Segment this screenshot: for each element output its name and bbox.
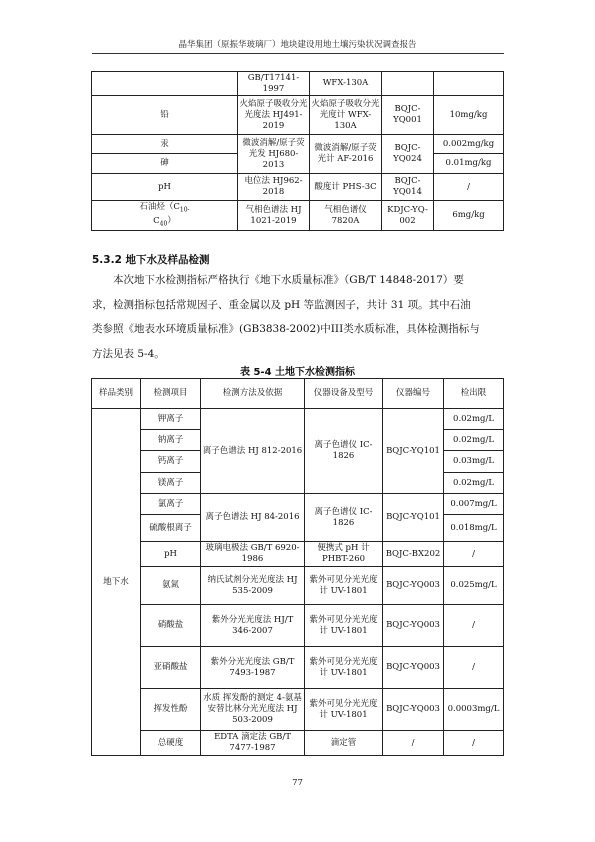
limit-cell: 0.02mg/L bbox=[444, 430, 504, 451]
method-cell: 玻璃电极法 GB/T 6920-1986 bbox=[201, 542, 305, 567]
limit-cell: 0.03mg/L bbox=[444, 451, 504, 473]
table-row bbox=[92, 731, 504, 756]
instrument-cell: 微波消解/原子荧光计 AF-2016 bbox=[310, 135, 382, 174]
limit-cell bbox=[434, 72, 504, 96]
instrument-cell: 离子色谱仪 IC-1826 bbox=[305, 494, 383, 542]
limit-cell: / bbox=[444, 731, 504, 756]
item-cell: 镁离子 bbox=[141, 473, 201, 494]
table-row bbox=[92, 96, 504, 135]
method-cell: 微波消解/原子荧光发 HJ680-2013 bbox=[238, 135, 310, 174]
item-cell: 硫酸根离子 bbox=[141, 515, 201, 542]
instrument-cell: 紫外可见分光光度计 UV-1801 bbox=[305, 605, 383, 647]
limit-cell: / bbox=[444, 647, 504, 689]
instrument-cell: 便携式 pH 计 PHBT-260 bbox=[305, 542, 383, 567]
item-cell: 硝酸盐 bbox=[141, 605, 201, 647]
table-row bbox=[92, 542, 504, 567]
column-header: 样品类别 bbox=[92, 379, 141, 409]
header-rule bbox=[92, 53, 504, 54]
page-number: 77 bbox=[292, 778, 303, 788]
item-cell: 亚硝酸盐 bbox=[141, 647, 201, 689]
method-cell: 紫外分光光度法 GB/T 7493-1987 bbox=[201, 647, 305, 689]
item-cell: 钙离子 bbox=[141, 451, 201, 473]
table-row bbox=[92, 605, 504, 647]
code-cell bbox=[382, 72, 434, 96]
column-header: 仪器编号 bbox=[383, 379, 444, 409]
category-cell: 地下水 bbox=[92, 409, 141, 756]
instrument-cell: 火焰原子吸收分光光度计 WFX-130A bbox=[310, 96, 382, 135]
limit-cell: 0.007mg/L bbox=[444, 494, 504, 515]
method-cell: EDTA 滴定法 GB/T 7477-1987 bbox=[201, 731, 305, 756]
item-cell: pH bbox=[92, 174, 238, 201]
paragraph-line: 本次地下水检测指标严格执行《地下水质量标准》（GB/T 14848-2017）要 bbox=[113, 274, 464, 286]
method-cell: 电位法 HJ962-2018 bbox=[238, 174, 310, 201]
code-cell: BQJC-YQ014 bbox=[382, 174, 434, 201]
table-header-row bbox=[92, 379, 504, 409]
instrument-cell: 离子色谱仪 IC-1826 bbox=[305, 409, 383, 494]
item-cell: 总硬度 bbox=[141, 731, 201, 756]
soil-method-table-continued bbox=[91, 71, 504, 231]
column-header: 检测项目 bbox=[141, 379, 201, 409]
code-cell: BQJC-YQ003 bbox=[383, 605, 444, 647]
groundwater-method-table bbox=[91, 378, 504, 756]
section-heading: 5.3.2 地下水及样品检测 bbox=[92, 254, 210, 266]
method-cell: 离子色谱法 HJ 812-2016 bbox=[201, 409, 305, 494]
code-cell: BQJC-YQ001 bbox=[382, 96, 434, 135]
code-cell: BQJC-YQ003 bbox=[383, 567, 444, 605]
limit-cell: 0.018mg/L bbox=[444, 515, 504, 542]
code-cell: / bbox=[383, 731, 444, 756]
table-row bbox=[92, 689, 504, 731]
instrument-cell: 酸度计 PHS-3C bbox=[310, 174, 382, 201]
table-row bbox=[92, 135, 504, 154]
item-cell bbox=[92, 72, 238, 96]
limit-cell: 0.02mg/L bbox=[444, 473, 504, 494]
table-row bbox=[92, 409, 504, 430]
instrument-cell: 气相色谱仪 7820A bbox=[310, 201, 382, 231]
table-row bbox=[92, 72, 504, 96]
code-cell: KDJC-YQ-002 bbox=[382, 201, 434, 231]
method-cell: 纳氏试剂分光光度法 HJ 535-2009 bbox=[201, 567, 305, 605]
paragraph-line: 类参照《地表水环境质量标准》(GB3838-2002)中III类水质标准，具体检测指标与 bbox=[92, 323, 480, 335]
limit-cell: 6mg/kg bbox=[434, 201, 504, 231]
table-caption: 表 5-4 土地下水检测指标 bbox=[239, 367, 356, 378]
table-row bbox=[92, 174, 504, 201]
method-cell: 离子色谱法 HJ 84-2016 bbox=[201, 494, 305, 542]
limit-cell: 10mg/kg bbox=[434, 96, 504, 135]
code-cell: BQJC-YQ101 bbox=[383, 494, 444, 542]
instrument-cell: 紫外可见分光光度计 UV-1801 bbox=[305, 689, 383, 731]
item-cell: 钾离子 bbox=[141, 409, 201, 430]
item-cell: 砷 bbox=[92, 154, 238, 174]
table-row bbox=[92, 494, 504, 515]
method-cell: 气相色谱法 HJ 1021-2019 bbox=[238, 201, 310, 231]
table-row bbox=[92, 647, 504, 689]
limit-cell: 0.002mg/kg bbox=[434, 135, 504, 154]
item-cell: 氨氮 bbox=[141, 567, 201, 605]
item-cell: 氯离子 bbox=[141, 494, 201, 515]
column-header: 仪器设备及型号 bbox=[305, 379, 383, 409]
code-cell: BQJC-YQ003 bbox=[383, 647, 444, 689]
item-cell: 石油烃（$C_{10-}$ $C_{40}$） bbox=[92, 201, 238, 231]
code-cell: BQJC-BX202 bbox=[383, 542, 444, 567]
limit-cell: 0.0003mg/L bbox=[444, 689, 504, 731]
limit-cell: / bbox=[444, 542, 504, 567]
limit-cell: 0.01mg/kg bbox=[434, 154, 504, 174]
body-paragraph bbox=[92, 268, 506, 366]
item-cell: 钠离子 bbox=[141, 430, 201, 451]
code-cell: BQJC-YQ003 bbox=[383, 689, 444, 731]
item-cell: pH bbox=[141, 542, 201, 567]
paragraph-line: 方法见表 5-4。 bbox=[92, 347, 165, 360]
limit-cell: / bbox=[444, 605, 504, 647]
code-cell: BQJC-YQ024 bbox=[382, 135, 434, 174]
method-cell: 水质 挥发酚的测定 4-氨基安替比林分光光度法 HJ 503-2009 bbox=[201, 689, 305, 731]
table-row bbox=[92, 201, 504, 231]
code-cell: BQJC-YQ101 bbox=[383, 409, 444, 494]
instrument-cell: WFX-130A bbox=[310, 72, 382, 96]
instrument-cell: 滴定管 bbox=[305, 731, 383, 756]
instrument-cell: 紫外可见分光光度计 UV-1801 bbox=[305, 567, 383, 605]
column-header: 检出限 bbox=[444, 379, 504, 409]
limit-cell: / bbox=[434, 174, 504, 201]
column-header: 检测方法及依据 bbox=[201, 379, 305, 409]
table-row bbox=[92, 567, 504, 605]
item-cell: 铅 bbox=[92, 96, 238, 135]
page-header: 晶华集团（原振华玻璃厂）地块建设用地土壤污染状况调查报告 bbox=[178, 40, 417, 50]
method-cell: 火焰原子吸收分光光度法 HJ491-2019 bbox=[238, 96, 310, 135]
item-cell: 挥发性酚 bbox=[141, 689, 201, 731]
limit-cell: 0.02mg/L bbox=[444, 409, 504, 430]
item-cell: 汞 bbox=[92, 135, 238, 154]
method-cell: 紫外分光光度法 HJ/T 346-2007 bbox=[201, 605, 305, 647]
instrument-cell: 紫外可见分光光度计 UV-1801 bbox=[305, 647, 383, 689]
method-cell: GB/T17141-1997 bbox=[238, 72, 310, 96]
paragraph-line: 求，检测指标包括常规因子、重金属以及 pH 等监测因子，共计 31 项。其中石油 bbox=[92, 298, 471, 311]
limit-cell: 0.025mg/L bbox=[444, 567, 504, 605]
